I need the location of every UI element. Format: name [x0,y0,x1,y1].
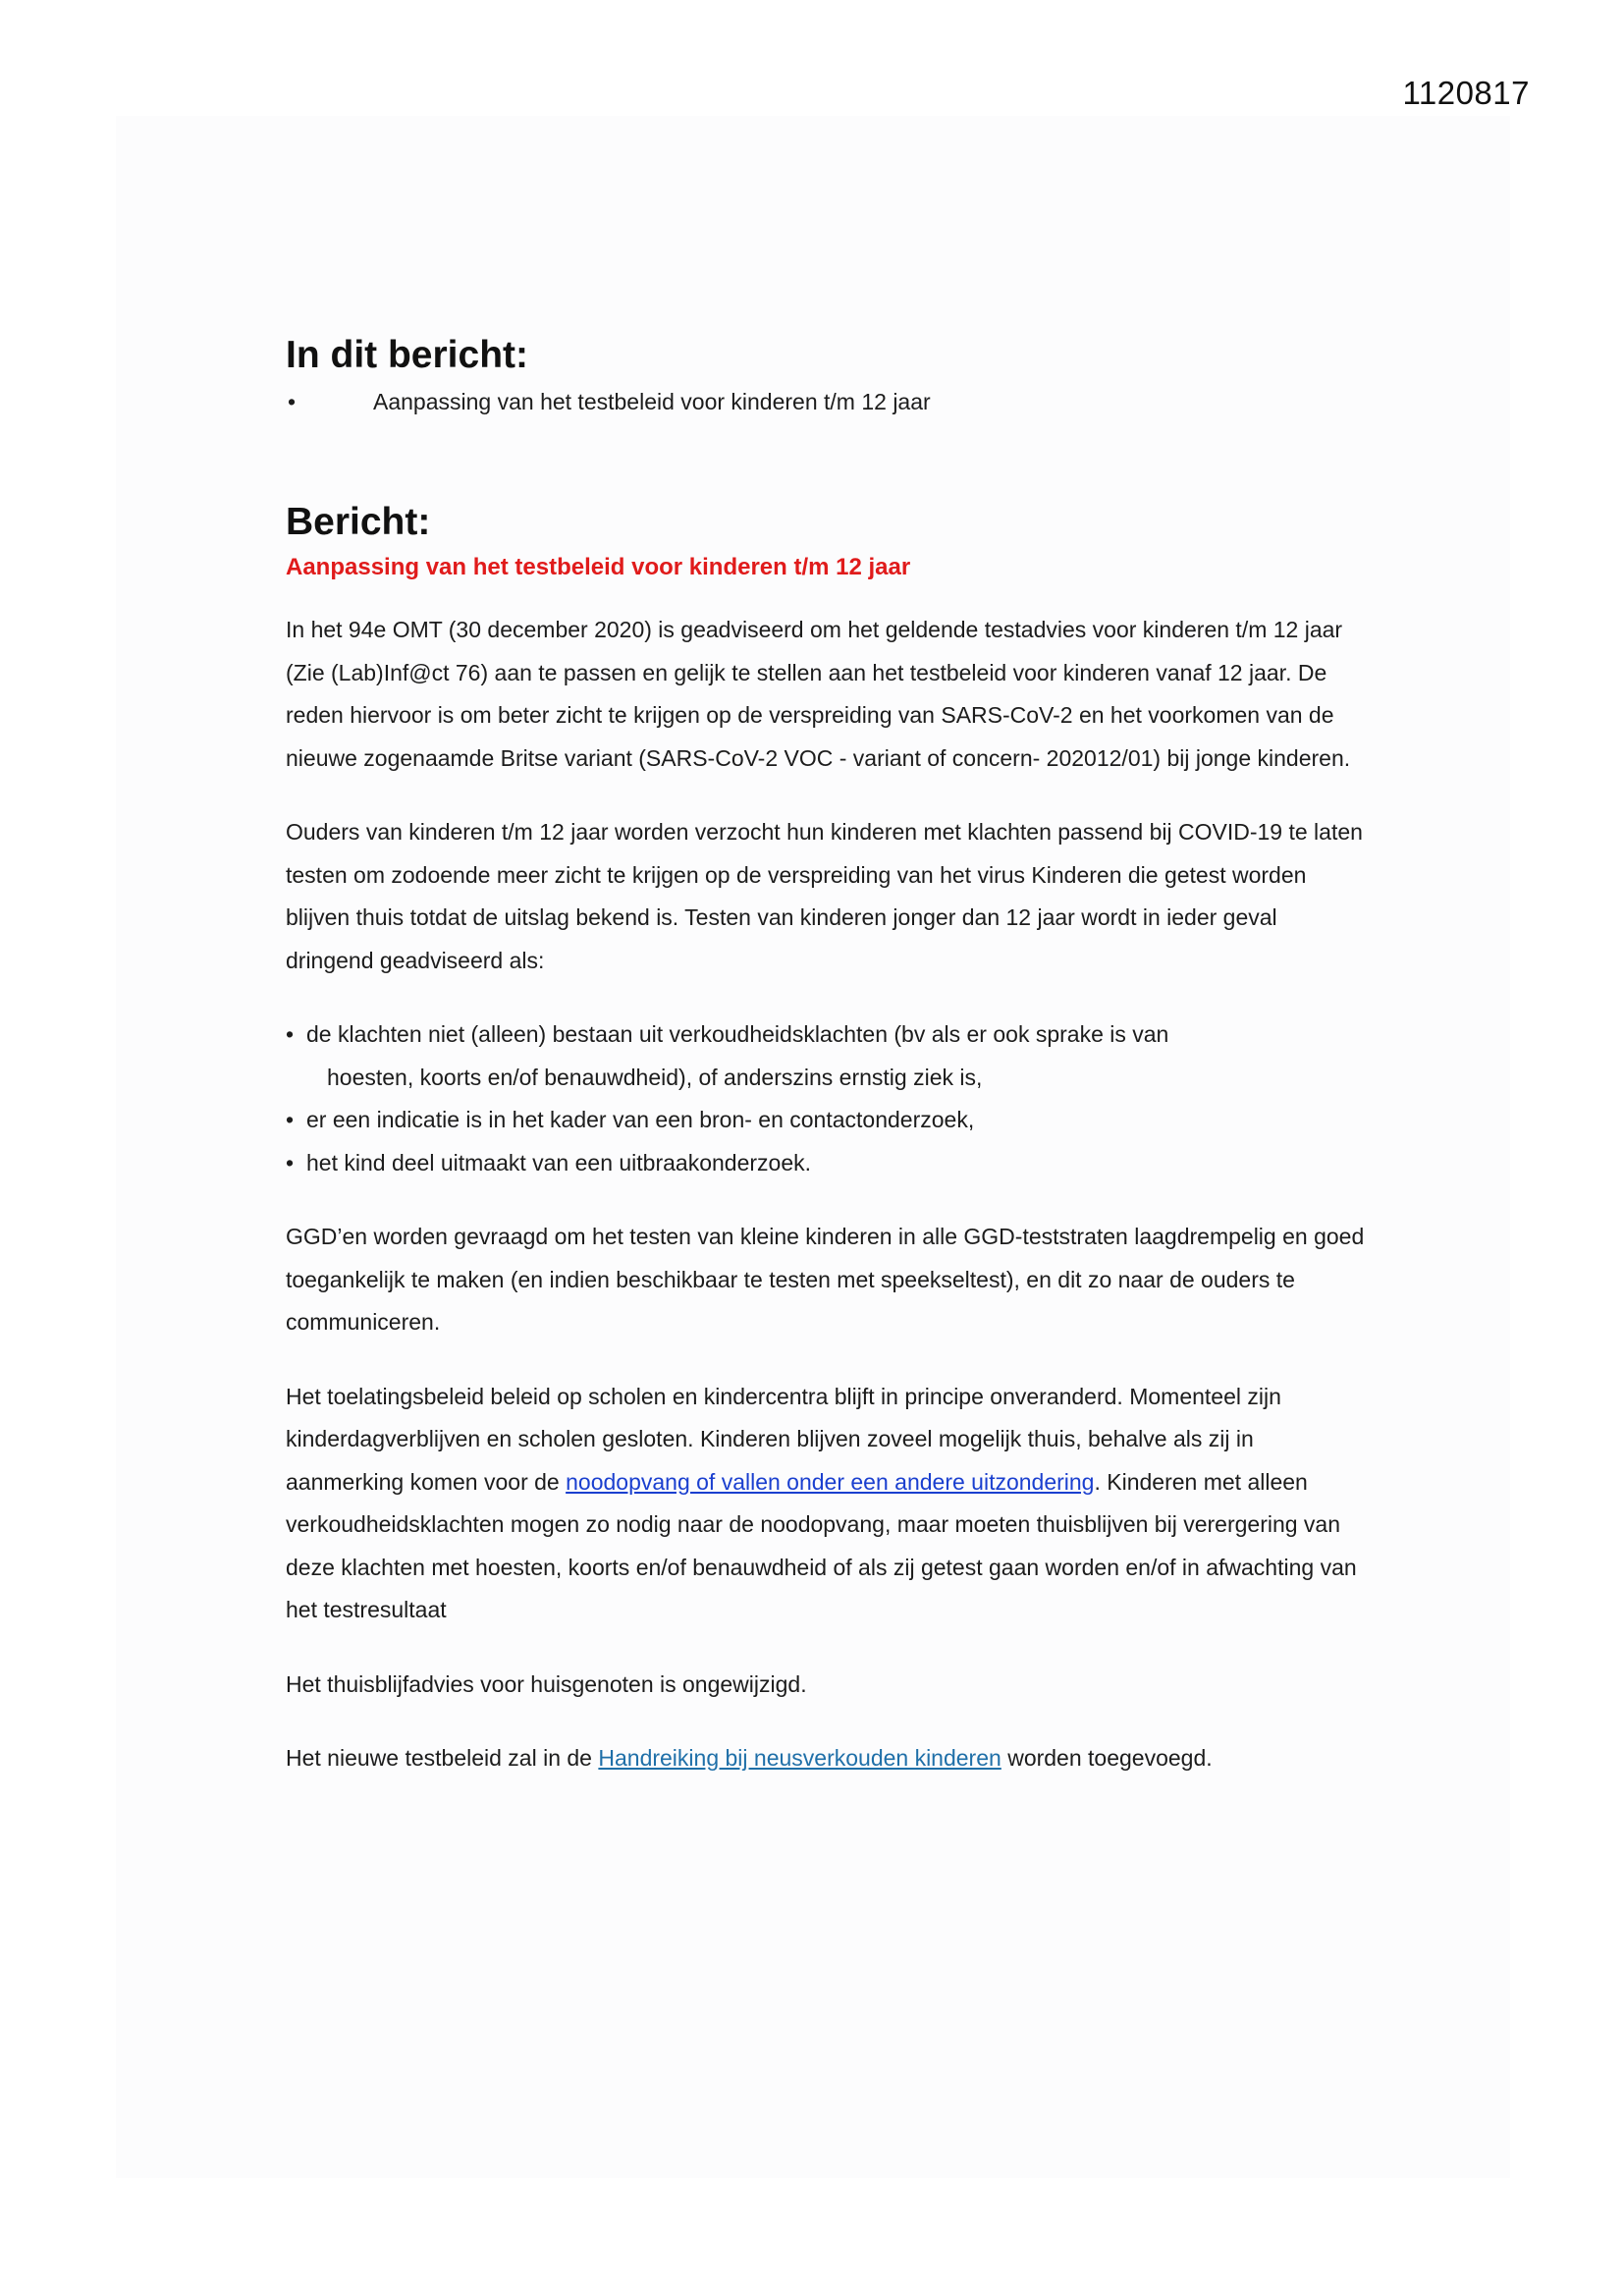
paragraph-ggd: GGD’en worden gevraagd om het testen van kleine kinderen in alle GGD-teststraten laagdrempelig en goed toegankelijk te maken (en indien beschikbaar te testen met speekseltest), en dit zo naar de ouders te communiceren. [286,1224,1365,1335]
document-id: 1120817 [1402,75,1530,111]
bullet-text: er een indicatie is in het kader van een bron- en contactonderzoek, [306,1107,975,1132]
bericht-heading: Bericht: [286,501,431,543]
bullet-text: het kind deel uitmaakt van een uitbraakonderzoek. [306,1149,811,1175]
in-dit-bericht-heading: In dit bericht: [286,334,528,376]
paragraph-handreiking [286,1737,1366,1780]
noodopvang-link[interactable]: noodopvang of vallen onder een andere uitzondering [566,1468,1095,1495]
list-item [286,385,1366,418]
paragraph-omt-advies: In het 94e OMT (30 december 2020) is geadviseerd om het geldende testadvies voor kinderen t/m 12 jaar (Zie (Lab)Inf@ct 76) aan te passen en gelijk te stellen aan het testbeleid voor kinderen vanaf 12 jaar. De reden hiervoor is om beter zicht te krijgen op de verspreiding van SARS-CoV-2 en het voorkomen van de nieuwe zogenaamde Britse variant (SARS-CoV-2 VOC - variant of concern- 202012/01) bij jonge kinderen. [286,617,1351,771]
paragraph-text: . Kinderen met alleen verkoudheidsklachten mogen zo nodig naar de noodopvang, maar moeten thuisblijven bij verergering van deze klachten met hoesten, koorts en/of benauwdheid of als zij getest gaan worden en/of in afwachting van het testresultaat [286,1468,1357,1622]
handreiking-link[interactable]: Handreiking bij neusverkouden kinderen [598,1745,1001,1771]
list-item [286,1099,1366,1142]
bericht-subheading: Aanpassing van het testbeleid voor kinderen t/m 12 jaar [286,554,911,580]
bullet-text-line: de klachten niet (alleen) bestaan uit verkoudheidsklachten (bv als er ook sprake is van [306,1021,1169,1047]
list-item [286,1142,1366,1185]
paragraph-text: Het toelatingsbeleid beleid op scholen en kindercentra blijft in principe onveranderd. Momenteel zijn kinderdagverblijven en scholen gesloten. Kinderen blijven zoveel mogelijk thuis, behalve als zij in aanmerking komen voor de [286,1383,1281,1495]
paragraph-thuisblijfadvies: Het thuisblijfadvies voor huisgenoten is ongewijzigd. [286,1670,807,1697]
list-item [286,1013,1366,1099]
paragraph-text: worden toegevoegd. [1001,1745,1213,1771]
bullet-icon: • [286,1021,295,1047]
paragraph-text: Het nieuwe testbeleid zal in de [286,1745,599,1771]
paragraph-ouders: Ouders van kinderen t/m 12 jaar worden verzocht hun kinderen met klachten passend bij COVID-19 te laten testen om zodoende meer zicht te krijgen op de verspreiding van het virus Kinderen die getest worden blijven thuis totdat de uitslag bekend is. Testen van kinderen jonger dan 12 jaar wordt in ieder geval dringend geadviseerd als: [286,819,1363,973]
toc-item-text: Aanpassing van het testbeleid voor kinderen t/m 12 jaar [373,389,931,414]
bullet-icon: • [286,1149,295,1175]
in-dit-bericht-list [286,385,1366,418]
paragraph-toelatingsbeleid [286,1376,1366,1632]
document-body [286,330,1366,1780]
test-criteria-list [286,1013,1366,1184]
bullet-text-continuation: hoesten, koorts en/of benauwdheid), of anderszins ernstig ziek is, [327,1064,983,1090]
bullet-icon: • [288,389,297,414]
bullet-icon: • [286,1107,295,1132]
